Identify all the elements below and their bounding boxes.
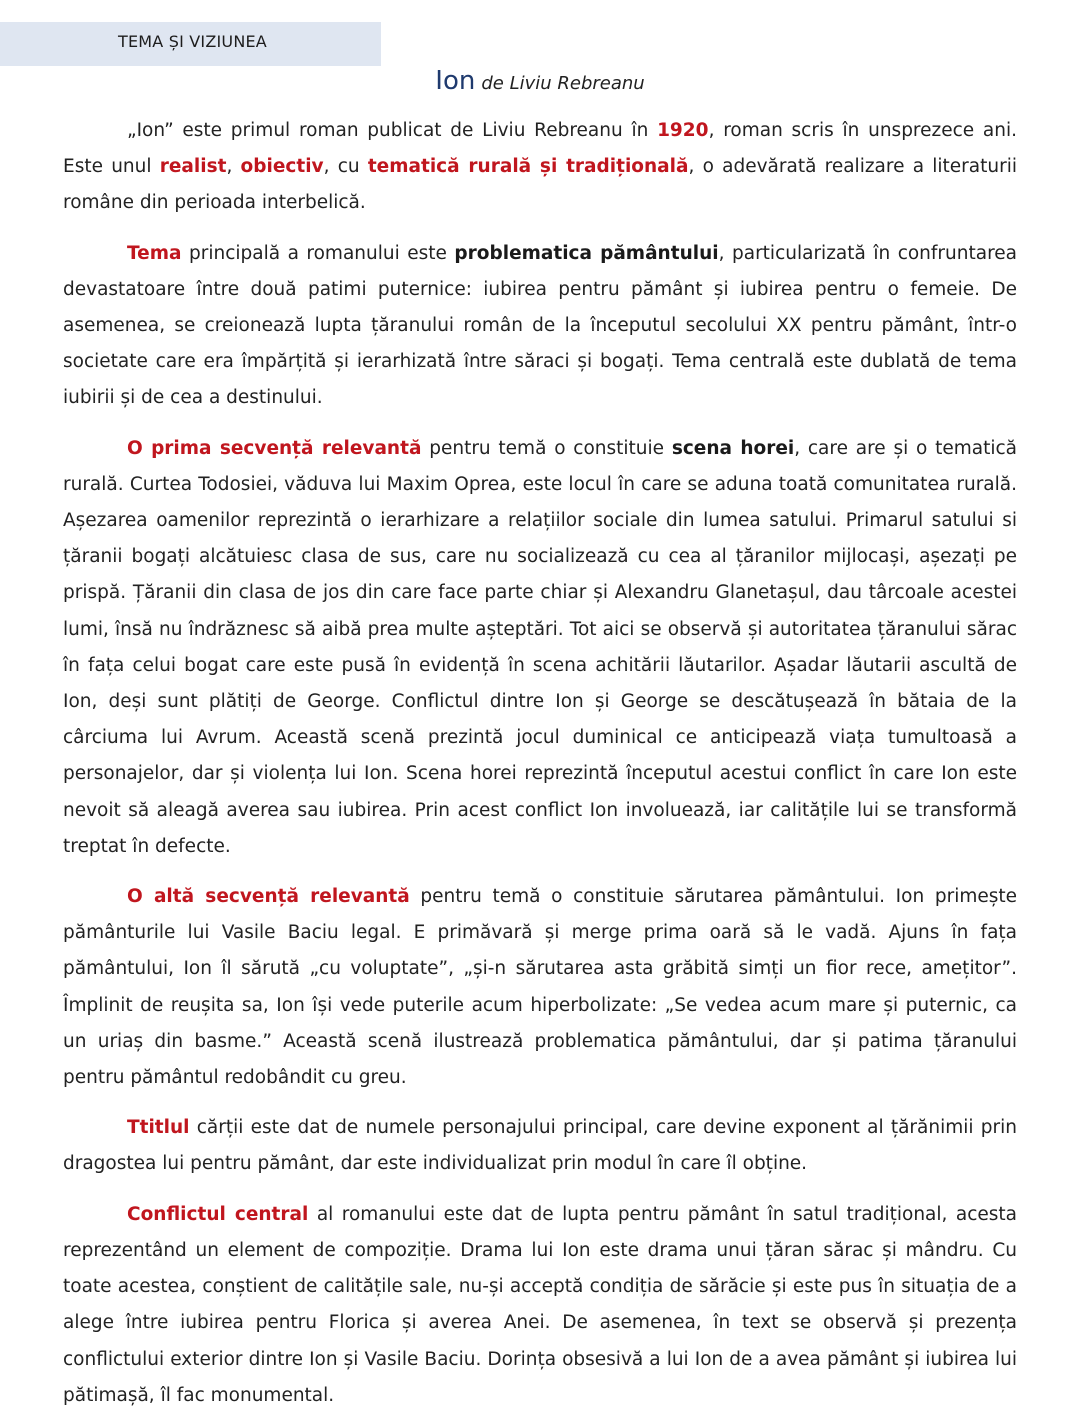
text-segment: principală a romanului este xyxy=(181,242,455,264)
text-segment: , roman scris în unsprezece ani. Este unul xyxy=(63,120,1017,178)
text-segment: , xyxy=(226,156,241,178)
text-segment: al romanului este dat de lupta pentru pământ în satul tradițional, acesta reprezentând un element de compoziție. Drama lui Ion este drama unui țăran sărac și mândru. Cu toate acestea, conștient de calitățile sale, nu-și acceptă condiția de sărăcie și este pus în situația de a alege între iubirea pentru Florica și averea Anei. De asemenea, în text se observă și prezența conflictului exterior dintre Ion și Vasile Baciu. Dorința obsesivă a lui Ion de a avea pământ și iubirea lui pătimașă, îl fac monumental. xyxy=(63,1203,1018,1406)
text-segment: „Ion” este primul roman publicat de Liviu Rebreanu în xyxy=(127,120,658,141)
document-body xyxy=(63,113,1017,1428)
paragraph-secventa-1 xyxy=(63,431,1017,865)
paragraph-conflict xyxy=(63,1197,1017,1414)
document-title xyxy=(0,66,1080,96)
paragraph-intro xyxy=(63,113,1017,222)
section-label: TEMA ȘI VIZIUNEA xyxy=(118,32,267,51)
text-segment: , o adevărată realizare a literaturii române din perioada interbelică. xyxy=(63,156,1017,214)
bold-scena-horei: scena horei xyxy=(671,437,795,459)
text-segment: cărții este dat de numele personajului principal, care devine exponent al țărănimii prin dragostea lui pentru pământ, dar este individualizat prin modul în care îl obține. xyxy=(63,1117,1017,1175)
title-author: de Liviu Rebreanu xyxy=(481,73,645,94)
highlight-titlul: Ttitlul xyxy=(127,1117,190,1139)
text-segment: , cu xyxy=(323,156,368,178)
highlight-conflictul: Conflictul central xyxy=(127,1203,309,1225)
highlight-obiectiv: obiectiv xyxy=(240,156,324,178)
highlight-prima-secventa: O prima secvență relevantă xyxy=(127,437,422,459)
text-segment: pentru temă o constituie sărutarea pământului. Ion primește pământurile lui Vasile Baciu legal. E primăvară și merge prima oară să le vadă. Ajuns în fața pământului, Ion îl sărută „cu voluptate”, „și-n sărutarea asta grăbită simți un fior rece, amețitor”. Împlinit de reușita sa, Ion își vede puterile acum hiperbolizate: „Se vedea acum mare și puternic, ca un uriaș din basme.” Această scenă ilustrează problematica pământului, dar și patima țăranului pentru pământul redobândit cu greu. xyxy=(63,886,1018,1089)
text-segment: , particularizată în confruntarea devastatoare între două patimi puternice: iubirea pentru pământ și iubirea pentru o femeie. De asemenea, se creionează lupta țăranului român de la începutul secolului XX pentru pământ, într-o societate care era împărțită și ierarhizată între săraci și bogați. Tema centrală este dublată de tema iubirii și de cea a destinului. xyxy=(63,242,1017,409)
bold-problematica: problematica pământului xyxy=(454,242,719,264)
text-segment: pentru temă o constituie xyxy=(421,437,672,459)
title-main: Ion xyxy=(435,66,476,96)
paragraph-secventa-2 xyxy=(63,879,1017,1096)
paragraph-titlu xyxy=(63,1110,1017,1182)
text-segment: , care are și o tematică rurală. Curtea Todosiei, văduva lui Maxim Oprea, este locul în care se aduna toată comunitatea rurală. Așezarea oamenilor reprezintă o ierarhizare a relațiilor sociale din lumea satului. Primarul satului si țăranii bogați alcătuiesc clasa de sus, care nu socializează cu cea al țăranilor mijlocași, așezați pe prispă. Țăranii din clasa de jos din care face parte chiar și Alexandru Glanetașul, dau târcoale acestei lumi, însă nu îndrăznesc să aibă prea multe așteptări. Tot aici se observă și autoritatea țăranului sărac în fața celui bogat care este pusă în evidență în scena achitării lăutarilor. Așadar lăutarii ascultă de Ion, deși sunt plătiți de George. Conflictul dintre Ion și George se descătușează în bătaia de la cârciuma lui Avrum. Această scenă prezintă jocul duminical ce anticipează viața tumultoasă a personajelor, dar și violența lui Ion. Scena horei reprezintă începutul acestui conflict în care Ion este nevoit să aleagă averea sau iubirea. Prin acest conflict Ion involuează, iar calitățile lui se transformă treptat în defecte. xyxy=(63,437,1017,857)
highlight-tema: Tema xyxy=(127,242,182,264)
highlight-realist: realist xyxy=(159,156,227,178)
paragraph-tema xyxy=(63,236,1017,417)
highlight-tematica: tematică rurală și tradițională xyxy=(367,156,689,178)
highlight-alta-secventa: O altă secvență relevantă xyxy=(127,886,410,908)
highlight-year: 1920 xyxy=(657,120,709,141)
